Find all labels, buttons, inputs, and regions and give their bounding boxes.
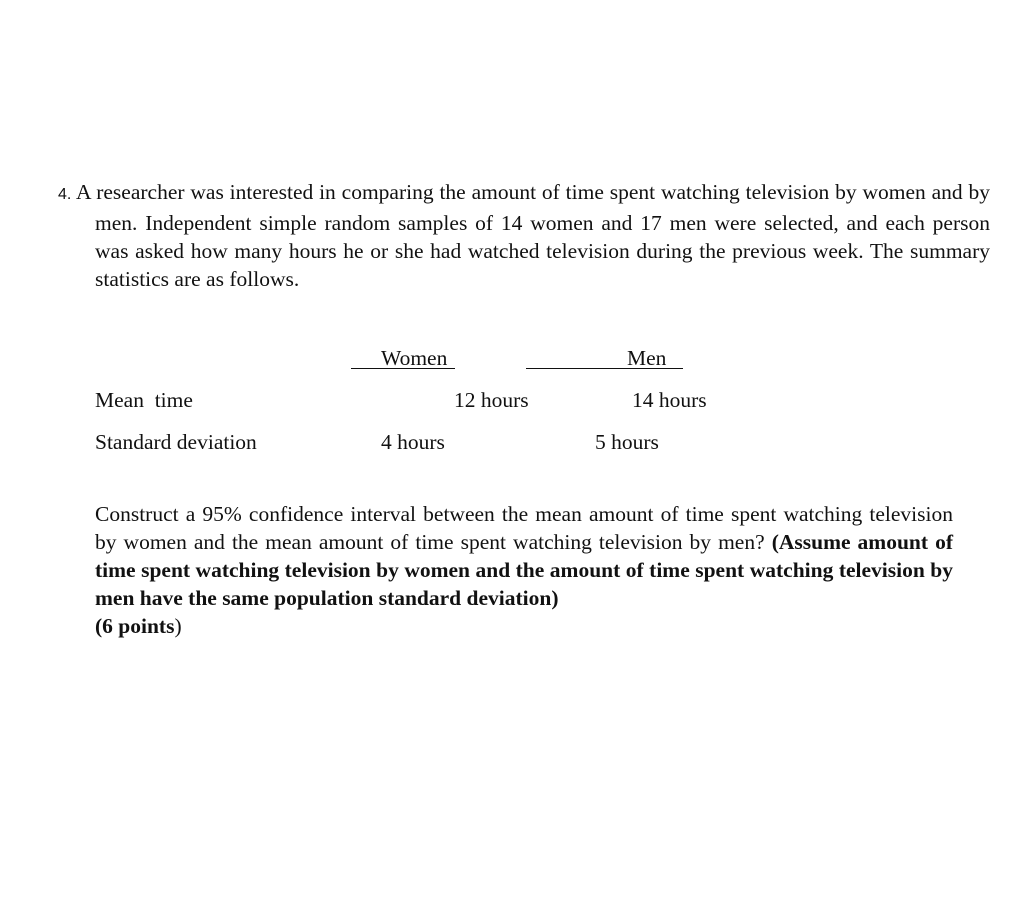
assumption-text: (Assume amount of time spent watching television by women and the amount of time spent watching television by men have the same population standard deviation) bbox=[95, 530, 953, 610]
points-text: (6 points bbox=[95, 614, 175, 638]
women-column-header: Women bbox=[381, 346, 448, 370]
women-mean-value: 12 hours bbox=[454, 388, 529, 412]
points-close-paren: ) bbox=[174, 614, 182, 638]
men-sd-value: 5 hours bbox=[595, 430, 659, 454]
women-sd-value: 4 hours bbox=[381, 430, 445, 454]
men-column-header: Men bbox=[627, 346, 667, 370]
question-number: 4. bbox=[58, 186, 72, 203]
row-label-mean-time: Mean time bbox=[95, 388, 193, 412]
question-paragraph bbox=[58, 178, 990, 293]
row-label-standard-deviation: Standard deviation bbox=[95, 430, 257, 454]
men-mean-value: 14 hours bbox=[632, 388, 707, 412]
instruction-text: Construct a 95% confidence interval between the mean amount of time spent watching television by women and the mean amount of time spent watching television by men? bbox=[95, 502, 953, 554]
instruction-paragraph bbox=[95, 500, 953, 640]
question-text: A researcher was interested in comparing the amount of time spent watching television by women and by men. Independent simple random samples of 14 women and 17 men were selected, and each person was asked how many hours he or she had watched television during the previous week. The summary statistics are as follows. bbox=[76, 180, 990, 291]
